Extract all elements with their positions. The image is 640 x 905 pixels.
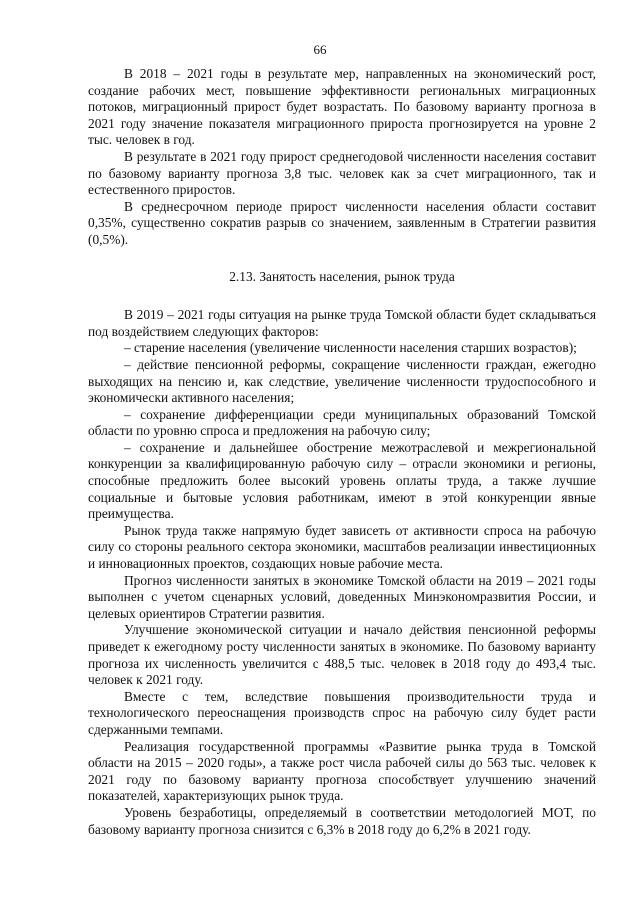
page-number: 66	[313, 42, 327, 57]
paragraph: В 2018 – 2021 годы в результате мер, направленных на экономический рост, создание рабочих мест, повышение эффективности региональных миграционных потоков, миграционный прирост будет возрастать. По базовому варианту прогноза в 2021 году значение показателя миграционного прироста прогнозируется на уровне 2 тыс. человек в год.	[88, 66, 596, 148]
section-heading: 2.13. Занятость населения, рынок труда	[229, 268, 455, 284]
paragraph: Прогноз численности занятых в экономике Томской области на 2019 – 2021 годы выполнен с учетом сценарных условий, доведенных Минэкономразвития России, и целевых ориентиров Стратегии развития.	[88, 572, 596, 621]
paragraph: Рынок труда также напрямую будет зависеть от активности спроса на рабочую силу со стороны реального сектора экономики, масштабов реализации инвестиционных и инновационных проектов, создающих новые рабочие места.	[88, 522, 596, 572]
paragraph: В результате в 2021 году прирост среднегодовой численности населения составит по базовому варианту прогноза 3,8 тыс. человек как за счет миграционного, так и естественного приростов.	[88, 148, 596, 198]
paragraph: Улучшение экономической ситуации и начало действия пенсионной реформы приведет к ежегодному росту численности занятых в экономике. По базовому варианту прогноза их численность увеличится с 488,5 тыс. человек в 2018 году до 493,4 тыс. человек к 2021 году.	[88, 622, 596, 688]
paragraph: Реализация государственной программы «Развитие рынка труда в Томской области на 2015 – 2020 годы», а также рост числа рабочей силы до 563 тыс. человек к 2021 году по базовому варианту прогноза способствует улучшению значений показателей, характеризующих рынок труда.	[88, 738, 596, 804]
paragraph: Уровень безработицы, определяемый в соответствии методологией МОТ, по базовому варианту прогноза снизится с 6,3% в 2018 году до 6,2% в 2021 году.	[88, 804, 596, 837]
paragraph: В среднесрочном периоде прирост численности населения области составит 0,35%, существенно сократив разрыв со значением, заявленным в Стратегии развития (0,5%).	[88, 198, 596, 247]
paragraph: В 2019 – 2021 годы ситуация на рынке труда Томской области будет складываться под воздействием следующих факторов:	[88, 307, 596, 339]
list-item: – действие пенсионной реформы, сокращение численности граждан, ежегодно выходящих на пенсию и, как следствие, увеличение численности трудоспособного и экономически активного населения;	[88, 356, 596, 406]
paragraph: Вместе с тем, вследствие повышения производительности труда и технологического переоснащения производств спрос на рабочую силу будет расти сдержанными темпами.	[88, 688, 596, 737]
list-item: – сохранение дифференциации среди муниципальных образований Томской области по уровню спроса и предложения на рабочую силу;	[88, 406, 596, 439]
list-item: – старение населения (увеличение численности населения старших возрастов);	[124, 340, 577, 356]
body-text	[88, 66, 596, 838]
list-item: – сохранение и дальнейшее обострение межотраслевой и межрегиональной конкуренции за квалифицированную рабочую силу – отрасли экономики и регионы, способные предложить более высокий уровень оплаты труда, а также лучшие социальные и бытовые условия работникам, имеют в этой конкуренции явные преимущества.	[88, 439, 596, 522]
